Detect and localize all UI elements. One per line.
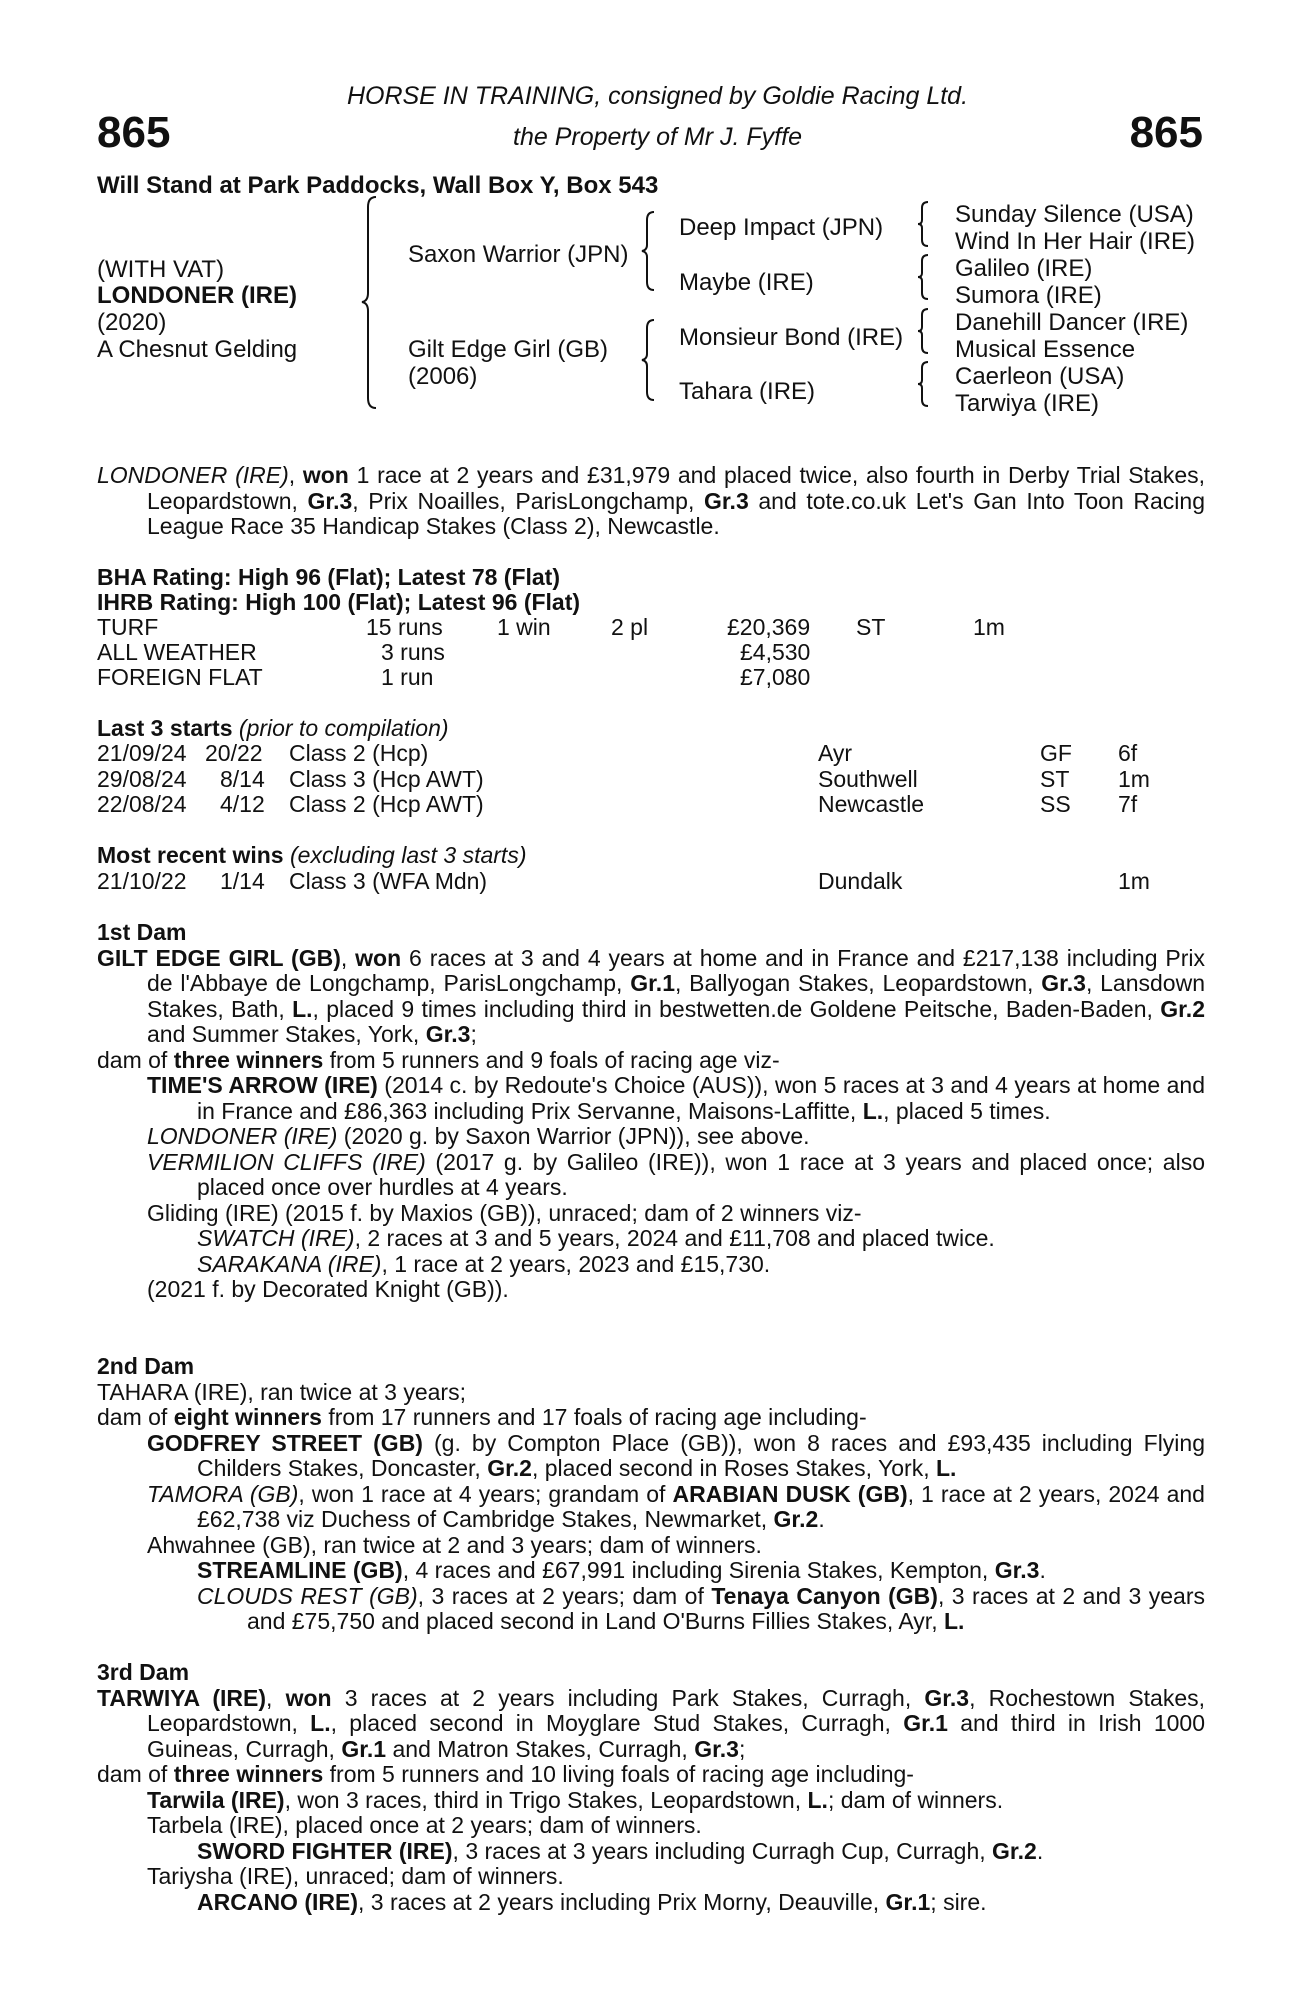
- summary-grade-1: Gr.3: [307, 487, 353, 514]
- rating-row-going: ST: [856, 614, 886, 640]
- pedigree-brace-main: [360, 195, 390, 410]
- start-distance: 7f: [1118, 791, 1138, 817]
- rating-row-type: TURF: [97, 614, 159, 640]
- dam-of-text: from 17 runners and 17 foals of racing age including-: [321, 1404, 867, 1430]
- offspring-name: STREAMLINE (GB): [197, 1557, 403, 1583]
- start-going: GF: [1040, 740, 1072, 766]
- offspring-entry: Gliding (IRE) (2015 f. by Maxios (GB)), unraced; dam of 2 winners viz-: [147, 1199, 862, 1226]
- second-dam-section: [97, 1354, 1205, 1635]
- rating-row-type: FOREIGN FLAT: [97, 664, 263, 690]
- offspring-text: , placed second in Roses Stakes, York,: [531, 1455, 936, 1481]
- offspring-text: ; sire.: [930, 1888, 987, 1915]
- grade-label: Gr.3: [994, 1557, 1040, 1583]
- offspring-name: VERMILION CLIFFS (IRE): [147, 1148, 426, 1175]
- rating-row-placed: 2 pl: [611, 614, 649, 640]
- first-dam-text: 6 races at 3 and 4 years at home and in France and £217,138 including Prix de l'Abbaye de Longchamp, ParisLongchamp,: [147, 944, 1205, 996]
- bha-rating: BHA Rating: High 96 (Flat); Latest 78 (Flat): [97, 564, 560, 590]
- pedigree-sss: Sunday Silence (USA): [955, 201, 1194, 228]
- grade-label: Gr.1: [630, 970, 675, 996]
- last3-heading: [97, 716, 449, 742]
- rating-row-distance: 1m: [973, 614, 1005, 640]
- summary-text-1: 1 race at 2 years and £31,979 and placed twice, also fourth in Derby Trial Stakes, Leopardstown,: [147, 462, 1205, 514]
- offspring-entry: Tarbela (IRE), placed once at 2 years; dam of winners.: [147, 1812, 702, 1838]
- offspring-entry: Ahwahnee (GB), ran twice at 2 and 3 years; dam of winners.: [147, 1531, 762, 1558]
- race-summary: LONDONER (IRE), won 1 race at 2 years and £31,979 and placed twice, also fourth in Derby Trial Stakes, Leopardstown, Gr.3, Prix Noailles, ParisLongchamp, Gr.3 and tote.co.uk Let's Gan Into Toon Racing League Race 35 Handicap Stakes (Class 2), Newcastle.: [97, 462, 1205, 539]
- grand-offspring-entry: [97, 1226, 1205, 1252]
- start-distance: 6f: [1118, 740, 1138, 766]
- third-dam-section: 3rd Dam TARWIYA (IRE), won 3 races at 2 years including Park Stakes, Curragh, Gr.3, Rochestown Stakes, Leopardstown, L., placed second in Moyglare Stud Stakes, Curragh, Gr.1 and third in Irish 1000 Guineas, Curragh, Gr.1 and Matron Stakes, Curragh, Gr.3; dam of three winners from 5 runners and 10 living foals of racing age including- Tarwila (IRE), won 3 races, third in Trigo Stakes, Leopardstown, L.; dam of winners. Tarbela (IRE), placed once at 2 years; dam of winners. SWORD FIGHTER (IRE), 3 races at 3 years including Curragh Cup, Curragh, Gr.2. Tariysha (IRE), unraced; dam of winners. ARCANO (IRE), 3 races at 2 years including Prix Morny, Deauville, Gr.1; sire.: [97, 1659, 1206, 1915]
- offspring-entry: [97, 1788, 1205, 1814]
- dam-of-text: from 5 runners and 10 living foals of racing age including-: [323, 1761, 914, 1787]
- offspring-entry: [97, 1124, 1205, 1150]
- offspring-text: , placed 5 times.: [883, 1097, 1051, 1124]
- win-class: Class 3 (WFA Mdn): [289, 868, 488, 894]
- pedigree-sdd: Sumora (IRE): [955, 282, 1102, 309]
- pedigree-dds: Caerleon (USA): [955, 363, 1125, 390]
- summary-text-2: , Prix Noailles, ParisLongchamp,: [352, 487, 704, 514]
- offspring-text: .: [1036, 1837, 1044, 1864]
- offspring-text: .: [1039, 1557, 1046, 1583]
- grade-label: Gr.2: [487, 1455, 532, 1481]
- last3-title: Last 3 starts: [97, 715, 233, 741]
- dam-of-winners: eight winners: [173, 1404, 322, 1430]
- offspring-text: , won 3 races, third in Trigo Stakes, Leopardstown,: [284, 1786, 808, 1813]
- grade-label: L.: [292, 995, 313, 1022]
- offspring-name: TAMORA (GB): [147, 1480, 299, 1507]
- first-dam-won: won: [355, 944, 402, 971]
- pedigree-brace-sd: [916, 253, 938, 301]
- third-dam-title: 3rd Dam: [97, 1659, 190, 1685]
- grade-label: Gr.3: [1041, 970, 1086, 996]
- grade-label: Gr.3: [694, 1735, 739, 1762]
- grand-offspring-entry: [97, 1890, 1205, 1916]
- first-dam-section: 1st Dam GILT EDGE GIRL (GB), won 6 races at 3 and 4 years at home and in France and £217,138 including Prix de l'Abbaye de Longchamp, ParisLongchamp, Gr.1, Ballyogan Stakes, Leopardstown, Gr.3, Lansdown Stakes, Bath, L., placed 9 times including third in bestwetten.de Goldene Peitsche, Baden-Baden, Gr.2 and Summer Stakes, York, Gr.3; dam of three winners from 5 runners and 9 foals of racing age viz- TIME'S ARROW (IRE) (2014 c. by Redoute's Choice (AUS)), won 5 races at 3 and 4 years at home and in France and £86,363 including Prix Servanne, Maisons-Laffitte, L., placed 5 times. LONDONER (IRE) (2020 g. by Saxon Warrior (JPN)), see above. VERMILION CLIFFS (IRE) (2017 g. by Galileo (IRE)), won 1 race at 3 years and placed once; also placed once over hurdles at 4 years. Gliding (IRE) (2015 f. by Maxios (GB)), unraced; dam of 2 winners viz- SWATCH (IRE), 2 races at 3 and 5 years, 2024 and £11,708 and placed twice. SARAKANA (IRE), 1 race at 2 years, 2023 and £15,730. (2021 f. by Decorated Knight (GB)).: [97, 919, 1205, 1302]
- property-line: the Property of Mr J. Fyffe: [513, 123, 802, 151]
- rating-row-runs: 15 runs: [366, 614, 443, 640]
- grade-label: Gr.2: [773, 1506, 819, 1532]
- dam-of-text: from 5 runners and 9 foals of racing age viz-: [323, 1046, 780, 1073]
- grade-label: L.: [943, 1608, 965, 1634]
- offspring-name: Tarwila (IRE): [147, 1786, 285, 1813]
- dam-of-winners: three winners: [173, 1046, 324, 1073]
- grand-offspring-entry: [97, 1252, 1205, 1278]
- start-class: Class 3 (Hcp AWT): [289, 766, 484, 792]
- pedigree-sire-sire: Deep Impact (JPN): [679, 214, 884, 241]
- pedigree-dam-year: (2006): [408, 363, 478, 390]
- pedigree-dss: Danehill Dancer (IRE): [955, 309, 1189, 336]
- pedigree-sire: Saxon Warrior (JPN): [408, 241, 629, 268]
- dam-of-winners: three winners: [173, 1761, 324, 1787]
- grade-label: L.: [807, 1786, 828, 1813]
- offspring-text: , 3 races at 2 years; dam of: [417, 1582, 712, 1609]
- pedigree-brace-sire: [640, 210, 666, 292]
- start-position: 20/22: [205, 740, 263, 766]
- offspring-entry: [97, 1482, 1205, 1533]
- grade-label: Gr.2: [1160, 995, 1205, 1022]
- lot-number-left: 865: [97, 108, 171, 157]
- grade-label: Gr.1: [903, 1710, 948, 1736]
- grand-offspring-entry: [97, 1558, 1205, 1584]
- offspring-entry: (2021 f. by Decorated Knight (GB)).: [147, 1276, 509, 1302]
- start-position: 4/12: [220, 791, 265, 817]
- start-position: 8/14: [220, 766, 265, 792]
- offspring-entry: Tariysha (IRE), unraced; dam of winners.: [147, 1863, 564, 1889]
- pedigree-dam: Gilt Edge Girl (GB): [408, 336, 609, 363]
- offspring-text: ; dam of winners.: [827, 1786, 1004, 1813]
- grand-offspring-entry: [97, 1839, 1205, 1865]
- recent-title: Most recent wins: [97, 842, 284, 868]
- grade-label: L.: [862, 1097, 884, 1124]
- offspring-text: , won 1 race at 4 years; grandam of: [298, 1480, 673, 1507]
- dam-of-text: dam of: [97, 1046, 174, 1073]
- summary-grade-2: Gr.3: [703, 487, 749, 514]
- win-course: Dundalk: [818, 868, 903, 894]
- start-distance: 1m: [1118, 766, 1150, 792]
- recent-wins-heading: [97, 843, 526, 869]
- offspring-text: , 2 races at 3 and 5 years, 2024 and £11,708 and placed twice.: [354, 1225, 995, 1251]
- offspring-name: SWORD FIGHTER (IRE): [197, 1837, 453, 1864]
- first-dam-title: 1st Dam: [97, 919, 187, 945]
- stand-location: Will Stand at Park Paddocks, Wall Box Y, Box 543: [97, 172, 659, 199]
- pedigree-dam-sire: Monsieur Bond (IRE): [679, 324, 904, 351]
- third-dam-text: , Rochestown Stakes, Leopardstown,: [147, 1684, 1206, 1736]
- rating-row-prize: £4,530: [740, 639, 811, 665]
- dam-of-text: dam of: [97, 1404, 174, 1430]
- third-dam-text: ;: [738, 1735, 746, 1762]
- offspring-name: GODFREY STREET (GB): [147, 1429, 423, 1456]
- grade-label: Gr.2: [992, 1837, 1037, 1864]
- offspring-entry: [97, 1431, 1205, 1482]
- offspring-bold-name: Tenaya Canyon (GB): [711, 1582, 938, 1609]
- summary-horse-name: LONDONER (IRE): [97, 462, 289, 488]
- start-class: Class 2 (Hcp): [289, 740, 429, 766]
- pedigree-ssd: Wind In Her Hair (IRE): [955, 228, 1196, 255]
- third-dam-text: 3 races at 2 years including Park Stakes, Curragh,: [331, 1684, 925, 1711]
- third-dam-text: and Matron Stakes, Curragh,: [386, 1735, 695, 1762]
- offspring-text: (g. by Compton Place (GB)), won 8 races and £93,435 including Flying Childers Stakes, Doncaster,: [197, 1429, 1205, 1481]
- offspring-text: (2017 g. by Galileo (IRE)), won 1 race at 3 years and placed once; also placed once over hurdles at 4 years.: [197, 1148, 1205, 1200]
- first-dam-name: GILT EDGE GIRL (GB): [97, 944, 341, 971]
- pedigree-ddd: Tarwiya (IRE): [955, 390, 1100, 417]
- rating-row-runs: 1 run: [381, 664, 434, 690]
- rating-row-wins: 1 win: [497, 614, 551, 640]
- start-class: Class 2 (Hcp AWT): [289, 791, 484, 817]
- consignor-line: HORSE IN TRAINING, consigned by Goldie Racing Ltd.: [346, 82, 969, 110]
- horse-description: A Chesnut Gelding: [97, 336, 298, 363]
- offspring-entry: [97, 1150, 1205, 1201]
- ihrb-rating: IHRB Rating: High 100 (Flat); Latest 96 (Flat): [97, 589, 581, 615]
- pedigree-sire-dam: Maybe (IRE): [679, 269, 814, 296]
- offspring-name: SARAKANA (IRE): [197, 1250, 382, 1277]
- summary-won: won: [302, 462, 349, 488]
- start-course: Newcastle: [818, 791, 925, 817]
- start-date: 21/09/24: [97, 740, 187, 766]
- horse-name: LONDONER (IRE): [97, 282, 297, 309]
- offspring-text: (2014 c. by Redoute's Choice (AUS)), won 5 races at 3 and 4 years at home and in France and £86,363 including Prix Servanne, Maisons-Laffitte,: [197, 1072, 1205, 1124]
- start-course: Southwell: [818, 766, 918, 792]
- grade-label: L.: [935, 1455, 957, 1481]
- second-dam-title: 2nd Dam: [97, 1353, 195, 1379]
- offspring-name: CLOUDS REST (GB): [197, 1582, 418, 1609]
- offspring-name: TIME'S ARROW (IRE): [147, 1072, 378, 1098]
- start-date: 29/08/24: [97, 766, 187, 792]
- win-date: 21/10/22: [97, 868, 187, 894]
- start-course: Ayr: [818, 740, 853, 766]
- pedigree-brace-dam: [640, 318, 666, 402]
- grand-offspring-entry: [97, 1584, 1205, 1635]
- last3-note: (prior to compilation): [238, 715, 449, 741]
- offspring-entry: [97, 1073, 1205, 1124]
- recent-note: (excluding last 3 starts): [290, 842, 527, 868]
- offspring-text: (2020 g. by Saxon Warrior (JPN)), see above.: [337, 1123, 810, 1149]
- offspring-text: , 3 races at 3 years including Curragh Cup, Curragh,: [452, 1837, 993, 1864]
- third-dam-text: and third in Irish 1000 Guineas, Curragh,: [147, 1710, 1206, 1762]
- offspring-name: LONDONER (IRE): [147, 1123, 338, 1149]
- offspring-bold-name: ARABIAN DUSK (GB): [672, 1480, 908, 1507]
- win-distance: 1m: [1118, 868, 1150, 894]
- offspring-text: , 4 races and £67,991 including Sirenia Stakes, Kempton,: [402, 1557, 995, 1583]
- rating-row-prize: £20,369: [727, 614, 811, 640]
- grade-label: Gr.1: [341, 1735, 387, 1762]
- start-going: ST: [1040, 766, 1070, 792]
- grade-label: Gr.3: [924, 1684, 970, 1711]
- rating-row-prize: £7,080: [740, 664, 811, 690]
- third-dam-won: won: [285, 1684, 332, 1711]
- summary-text-3: and tote.co.uk Let's Gan Into Toon Racing League Race 35 Handicap Stakes (Class 2), Newcastle.: [147, 487, 1205, 539]
- vat-note: (WITH VAT): [97, 256, 225, 283]
- pedigree-brace-ss: [916, 200, 938, 248]
- third-dam-name: TARWIYA (IRE): [97, 1684, 267, 1711]
- offspring-text: .: [818, 1506, 825, 1532]
- pedigree-sds: Galileo (IRE): [955, 255, 1093, 282]
- grade-label: L.: [310, 1710, 331, 1736]
- dam-of-text: dam of: [97, 1761, 174, 1787]
- lot-number-right: 865: [1129, 108, 1203, 157]
- horse-year: (2020): [97, 309, 167, 336]
- first-dam-text: , Ballyogan Stakes, Leopardstown,: [675, 970, 1042, 996]
- offspring-text: , 1 race at 2 years, 2024 and £62,738 viz Duchess of Cambridge Stakes, Newmarket,: [197, 1480, 1205, 1532]
- third-dam-text: , placed second in Moyglare Stud Stakes, Curragh,: [330, 1710, 904, 1736]
- pedigree-dsd: Musical Essence: [955, 336, 1136, 363]
- first-dam-text: and Summer Stakes, York,: [147, 1021, 426, 1047]
- start-going: SS: [1040, 791, 1071, 817]
- win-position: 1/14: [220, 868, 265, 894]
- grade-label: Gr.3: [425, 1021, 471, 1047]
- first-dam-text: ;: [470, 1021, 477, 1047]
- pedigree-dam-dam: Tahara (IRE): [679, 378, 816, 405]
- pedigree-brace-ds: [916, 307, 938, 355]
- offspring-name: SWATCH (IRE): [197, 1225, 355, 1251]
- rating-row-type: ALL WEATHER: [97, 639, 257, 665]
- offspring-text: , 3 races at 2 and 3 years and £75,750 and placed second in Land O'Burns Fillies Stakes, Ayr,: [247, 1582, 1205, 1634]
- start-date: 22/08/24: [97, 791, 187, 817]
- first-dam-text: , placed 9 times including third in bestwetten.de Goldene Peitsche, Baden-Baden,: [312, 995, 1161, 1022]
- pedigree-brace-dd: [916, 360, 938, 408]
- second-dam-line: TAHARA (IRE), ran twice at 3 years;: [97, 1378, 466, 1405]
- rating-row-runs: 3 runs: [381, 639, 445, 665]
- offspring-name: ARCANO (IRE): [197, 1888, 358, 1915]
- first-dam-text: , Lansdown Stakes, Bath,: [147, 970, 1205, 1022]
- offspring-text: , 3 races at 2 years including Prix Morny, Deauville,: [358, 1888, 886, 1915]
- grade-label: Gr.1: [885, 1888, 931, 1915]
- offspring-text: , 1 race at 2 years, 2023 and £15,730.: [381, 1250, 771, 1277]
